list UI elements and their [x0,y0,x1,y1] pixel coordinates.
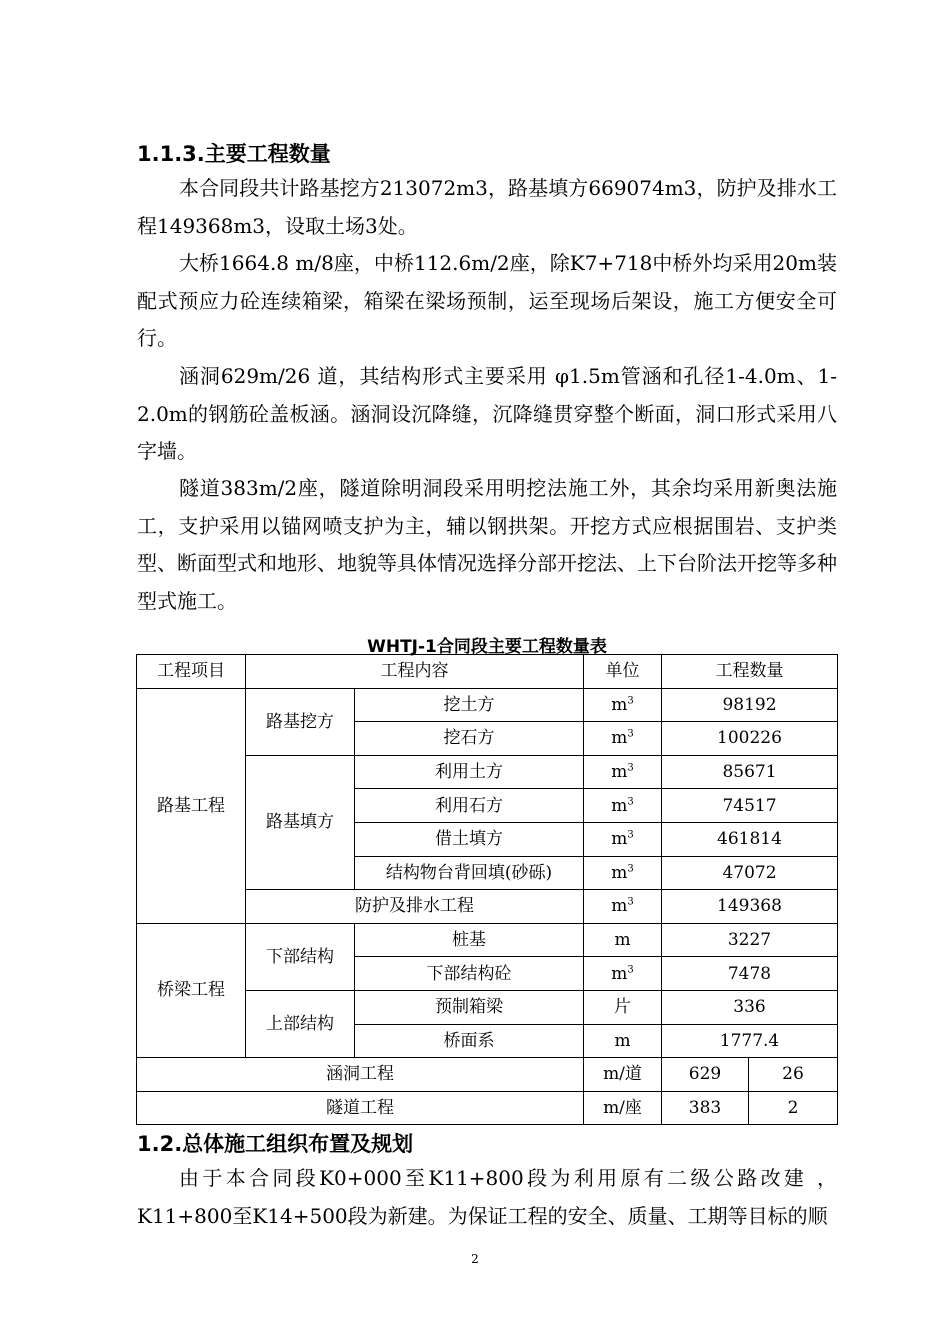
row-name-tunnel: 隧道工程 [137,1091,584,1125]
table-row [137,1058,838,1092]
row-name: 挖土方 [355,688,584,722]
table-header-row [137,655,838,689]
row-qty: 1777.4 [662,1024,838,1058]
row-qty-count: 26 [749,1058,838,1092]
group-subgrade: 路基工程 [137,688,246,923]
row-qty: 74517 [662,789,838,823]
header-item: 工程项目 [137,655,246,689]
row-unit: 片 [584,990,662,1024]
row-unit: $m^3$ [584,822,662,856]
paragraph-culverts: 涵洞629m/26 道，其结构形式主要采用 φ1.5m管涵和孔径1-4.0m、1-2.0m的钢筋砼盖板涵。涵洞设沉降缝，沉降缝贯穿整个断面，洞口形式采用八字墙。 [137,364,837,463]
row-qty: 3227 [662,923,838,957]
row-qty: 98192 [662,688,838,722]
table-row [137,688,838,722]
section-heading-1-1-3: 1.1.3.主要工程数量 [137,142,331,166]
row-name: 桥面系 [355,1024,584,1058]
row-qty: 100226 [662,722,838,756]
row-qty: 149368 [662,890,838,924]
row-unit: $m^3$ [584,789,662,823]
row-name: 挖石方 [355,722,584,756]
header-content: 工程内容 [246,655,584,689]
row-unit: $m^3$ [584,755,662,789]
row-name: 借土填方 [355,822,584,856]
row-name: 下部结构砼 [355,957,584,991]
row-qty: 47072 [662,856,838,890]
page-number: 2 [471,1252,479,1266]
row-qty-length: 629 [662,1058,749,1092]
row-unit: m/道 [584,1058,662,1092]
row-name: 利用石方 [355,789,584,823]
row-name: 防护及排水工程 [246,890,584,924]
table-row [137,1091,838,1125]
table-row [137,923,838,957]
subgroup-upper-structure: 上部结构 [246,990,355,1057]
row-qty-count: 2 [749,1091,838,1125]
section-heading-1-2: 1.2.总体施工组织布置及规划 [137,1132,414,1156]
subgroup-lower-structure: 下部结构 [246,923,355,990]
row-qty: 85671 [662,755,838,789]
paragraph-overall-layout: 由于本合同段K0+000至K11+800段为利用原有二级公路改建 ，K11+800至K14+500段为新建。为保证工程的安全、质量、工期等目标的顺 [137,1166,837,1228]
row-unit: $m^3$ [584,856,662,890]
row-qty: 7478 [662,957,838,991]
row-unit: $m^3$ [584,890,662,924]
paragraph-bridges: 大桥1664.8 m/8座，中桥112.6m/2座，除K7+718中桥外均采用20m装配式预应力砼连续箱梁，箱梁在梁场预制，运至现场后架设，施工方便安全可行。 [137,251,837,350]
subgroup-fill: 路基填方 [246,755,355,889]
group-bridge: 桥梁工程 [137,923,246,1057]
row-unit: m [584,923,662,957]
quantities-table [136,654,838,1125]
row-name: 桩基 [355,923,584,957]
row-name: 结构物台背回填(砂砾) [355,856,584,890]
row-unit: m [584,1024,662,1058]
row-unit: $m^3$ [584,957,662,991]
paragraph-tunnels: 隧道383m/2座，隧道除明洞段采用明挖法施工外，其余均采用新奥法施工，支护采用以锚网喷支护为主，辅以钢拱架。开挖方式应根据围岩、支护类型、断面型式和地形、地貌等具体情况选择分部开挖法、上下台阶法开挖等多种型式施工。 [137,476,837,613]
row-qty: 461814 [662,822,838,856]
row-qty: 336 [662,990,838,1024]
paragraph-earthwork: 本合同段共计路基挖方213072m3，路基填方669074m3，防护及排水工程149368m3，设取土场3处。 [137,176,837,238]
row-qty-length: 383 [662,1091,749,1125]
header-unit: 单位 [584,655,662,689]
row-name: 利用土方 [355,755,584,789]
row-unit: $m^3$ [584,688,662,722]
row-unit: m/座 [584,1091,662,1125]
subgroup-excavation: 路基挖方 [246,688,355,755]
table-caption: WHTJ-1合同段主要工程数量表 [367,637,607,657]
row-name: 预制箱梁 [355,990,584,1024]
row-name-culvert: 涵洞工程 [137,1058,584,1092]
row-unit: $m^3$ [584,722,662,756]
header-quantity: 工程数量 [662,655,838,689]
